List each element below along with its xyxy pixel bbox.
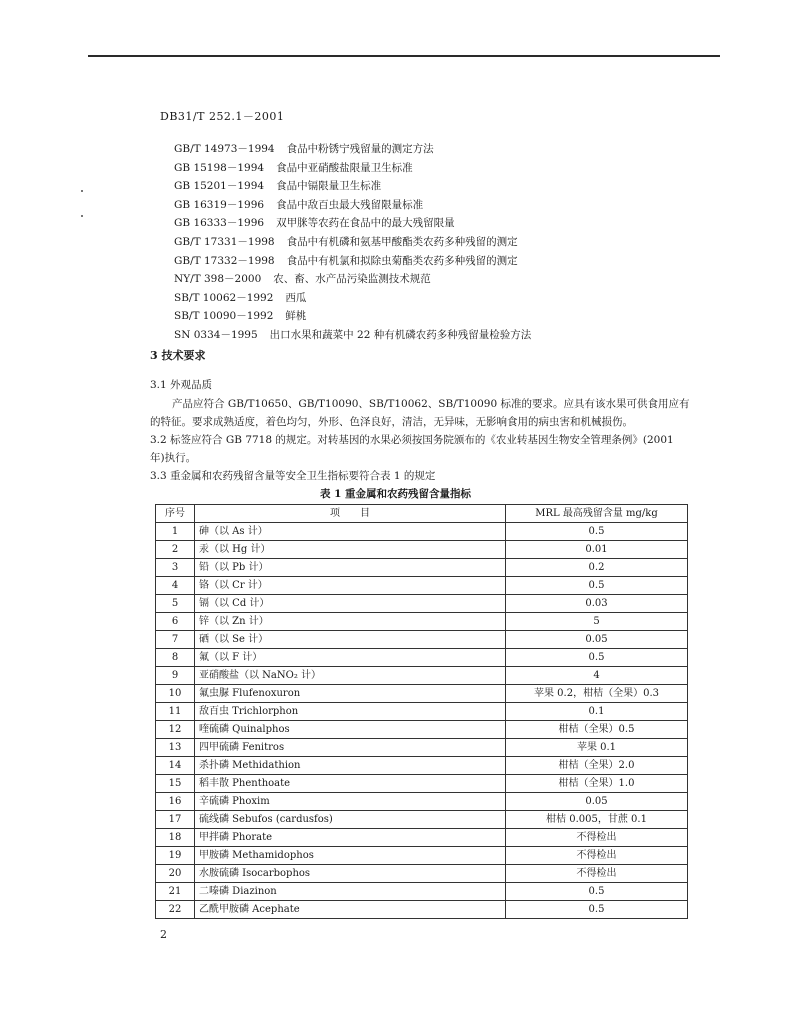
table-row xyxy=(156,703,688,721)
table-row xyxy=(156,793,688,811)
row-number: 11 xyxy=(156,703,195,721)
reference-name: 食品中亚硝酸盐限量卫生标准 xyxy=(276,161,413,174)
row-mrl: 不得检出 xyxy=(506,847,688,865)
row-mrl: 0.5 xyxy=(506,649,688,667)
row-item: 硒（以 Se 计） xyxy=(195,631,506,649)
row-item: 敌百虫 Trichlorphon xyxy=(195,703,506,721)
reference-item xyxy=(174,270,531,289)
row-number: 19 xyxy=(156,847,195,865)
reference-item xyxy=(174,252,531,271)
paragraph-safety: 3.3 重金属和农药残留含量等安全卫生指标要符合表 1 的规定 xyxy=(150,470,436,482)
table-row xyxy=(156,865,688,883)
reference-name: 食品中粉锈宁残留量的测定方法 xyxy=(286,143,434,155)
header-mrl: MRL 最高残留含量 mg/kg xyxy=(506,505,688,523)
row-mrl: 柑桔（全果）2.0 xyxy=(506,757,688,775)
row-number: 20 xyxy=(156,865,195,883)
row-item: 镉（以 Cd 计） xyxy=(195,595,506,613)
row-item: 辛硫磷 Phoxim xyxy=(195,793,506,811)
row-item: 甲胺磷 Methamidophos xyxy=(195,847,506,865)
row-mrl: 柑桔（全果）1.0 xyxy=(506,775,688,793)
row-mrl: 不得检出 xyxy=(506,829,688,847)
table-row xyxy=(156,739,688,757)
row-number: 3 xyxy=(156,559,195,577)
row-number: 1 xyxy=(156,523,195,541)
row-mrl: 苹果 0.1 xyxy=(506,739,688,757)
row-number: 21 xyxy=(156,883,195,901)
row-item: 硫线磷 Sebufos (cardusfos) xyxy=(195,811,506,829)
row-item: 二嗪磷 Diazinon xyxy=(195,883,506,901)
row-item: 四甲硫磷 Fenitros xyxy=(195,739,506,757)
reference-code: SB/T 10062－1992 xyxy=(174,291,274,304)
reference-name: 食品中有机氯和拟除虫菊酯类农药多种残留的测定 xyxy=(286,254,518,267)
table-row xyxy=(156,757,688,775)
standard-code: DB31/T 252.1－2001 xyxy=(160,110,285,123)
reference-code: SB/T 10090－1992 xyxy=(174,310,274,323)
reference-name: 双甲脒等农药在食品中的最大残留限量 xyxy=(276,217,455,230)
reference-name: 农、畜、水产品污染监测技术规范 xyxy=(273,273,431,286)
scan-speck xyxy=(81,215,83,217)
row-mrl: 4 xyxy=(506,667,688,685)
reference-code: NY/T 398－2000 xyxy=(174,273,262,286)
reference-code: GB 16319－1996 xyxy=(174,198,265,211)
row-mrl: 0.5 xyxy=(506,577,688,595)
row-number: 18 xyxy=(156,829,195,847)
table-row xyxy=(156,685,688,703)
reference-code: GB 15198－1994 xyxy=(174,161,265,174)
table-row xyxy=(156,649,688,667)
row-item: 乙酰甲胺磷 Acephate xyxy=(195,901,506,919)
row-number: 4 xyxy=(156,577,195,595)
header-item: 项 目 xyxy=(195,505,506,523)
row-mrl: 0.01 xyxy=(506,541,688,559)
reference-name: 西瓜 xyxy=(285,291,307,304)
table-row xyxy=(156,541,688,559)
reference-code: GB 15201－1994 xyxy=(174,180,265,193)
row-number: 17 xyxy=(156,811,195,829)
table-row xyxy=(156,667,688,685)
table-row xyxy=(156,811,688,829)
row-number: 15 xyxy=(156,775,195,793)
row-mrl: 苹果 0.2，柑桔（全果）0.3 xyxy=(506,685,688,703)
row-item: 杀扑磷 Methidathion xyxy=(195,757,506,775)
table-row xyxy=(156,631,688,649)
reference-name: 鲜桃 xyxy=(285,310,307,323)
reference-item xyxy=(174,140,531,159)
reference-item xyxy=(174,326,531,345)
reference-name: 食品中敌百虫最大残留限量标准 xyxy=(276,198,424,211)
reference-item xyxy=(174,159,531,178)
table-row xyxy=(156,829,688,847)
row-mrl: 5 xyxy=(506,613,688,631)
table-row xyxy=(156,901,688,919)
reference-item xyxy=(174,233,531,252)
page-number: 2 xyxy=(160,928,167,941)
subsection-title: 3.1 外观品质 xyxy=(150,379,213,391)
row-number: 8 xyxy=(156,649,195,667)
row-item: 铅（以 Pb 计） xyxy=(195,559,506,577)
reference-name: 食品中有机磷和氨基甲酸酯类农药多种残留的测定 xyxy=(286,235,518,248)
table-row xyxy=(156,721,688,739)
reference-code: GB/T 17332－1998 xyxy=(174,254,275,267)
table-header-row xyxy=(156,505,688,523)
paragraph-appearance: 产品应符合 GB/T10650、GB/T10090、SB/T10062、SB/T10090 标准的要求。应具有该水果可供食用应有的特征。要求成熟适度，着色均匀，外形、色泽良好，清洁，无异味，无影响食用的病虫害和机械损伤。 xyxy=(150,398,690,428)
row-number: 13 xyxy=(156,739,195,757)
reference-item xyxy=(174,307,531,326)
row-mrl: 不得检出 xyxy=(506,865,688,883)
row-mrl: 0.05 xyxy=(506,793,688,811)
table-row xyxy=(156,613,688,631)
table-row xyxy=(156,595,688,613)
row-item: 稻丰散 Phenthoate xyxy=(195,775,506,793)
row-item: 氟（以 F 计） xyxy=(195,649,506,667)
reference-name: 食品中镉限量卫生标准 xyxy=(276,180,382,193)
row-number: 10 xyxy=(156,685,195,703)
row-item: 氟虫脲 Flufenoxuron xyxy=(195,685,506,703)
header-no: 序号 xyxy=(156,505,195,523)
reference-name: 出口水果和蔬菜中 22 种有机磷农药多种残留量检验方法 xyxy=(269,328,532,341)
reference-code: SN 0334－1995 xyxy=(174,328,258,341)
row-item: 甲拌磷 Phorate xyxy=(195,829,506,847)
row-number: 12 xyxy=(156,721,195,739)
reference-code: GB/T 17331－1998 xyxy=(174,235,275,248)
row-number: 2 xyxy=(156,541,195,559)
reference-item xyxy=(174,196,531,215)
row-item: 水胺硫磷 Isocarbophos xyxy=(195,865,506,883)
row-number: 9 xyxy=(156,667,195,685)
row-mrl: 柑桔 0.005，甘蔗 0.1 xyxy=(506,811,688,829)
reference-item xyxy=(174,177,531,196)
header-rule xyxy=(88,55,720,57)
row-item: 喹硫磷 Quinalphos xyxy=(195,721,506,739)
table-row xyxy=(156,559,688,577)
row-mrl: 0.2 xyxy=(506,559,688,577)
row-mrl: 0.5 xyxy=(506,901,688,919)
section-title: 3 技术要求 xyxy=(150,349,206,362)
row-item: 亚硝酸盐（以 NaNO₂ 计） xyxy=(195,667,506,685)
row-number: 7 xyxy=(156,631,195,649)
row-mrl: 0.05 xyxy=(506,631,688,649)
table-row xyxy=(156,523,688,541)
row-item: 铬（以 Cr 计） xyxy=(195,577,506,595)
reference-code: GB 16333－1996 xyxy=(174,217,265,230)
mrl-table xyxy=(155,504,688,919)
reference-code: GB/T 14973－1994 xyxy=(174,143,275,155)
scan-speck xyxy=(81,190,83,192)
row-mrl: 0.5 xyxy=(506,523,688,541)
reference-list xyxy=(174,140,531,345)
row-number: 16 xyxy=(156,793,195,811)
table-row xyxy=(156,577,688,595)
reference-item xyxy=(174,289,531,308)
row-number: 14 xyxy=(156,757,195,775)
row-item: 锌（以 Zn 计） xyxy=(195,613,506,631)
table-row xyxy=(156,775,688,793)
row-mrl: 0.1 xyxy=(506,703,688,721)
row-mrl: 0.03 xyxy=(506,595,688,613)
table-row xyxy=(156,847,688,865)
reference-item xyxy=(174,214,531,233)
row-item: 砷（以 As 计） xyxy=(195,523,506,541)
row-number: 6 xyxy=(156,613,195,631)
row-number: 5 xyxy=(156,595,195,613)
table-row xyxy=(156,883,688,901)
row-mrl: 0.5 xyxy=(506,883,688,901)
paragraph-label: 3.2 标签应符合 GB 7718 的规定。对转基因的水果必须按国务院颁布的《农业转基因生物安全管理条例》(2001 年)执行。 xyxy=(150,434,674,464)
row-item: 汞（以 Hg 计） xyxy=(195,541,506,559)
row-mrl: 柑桔（全果）0.5 xyxy=(506,721,688,739)
table-caption: 表 1 重金属和农药残留含量指标 xyxy=(319,488,472,500)
row-number: 22 xyxy=(156,901,195,919)
